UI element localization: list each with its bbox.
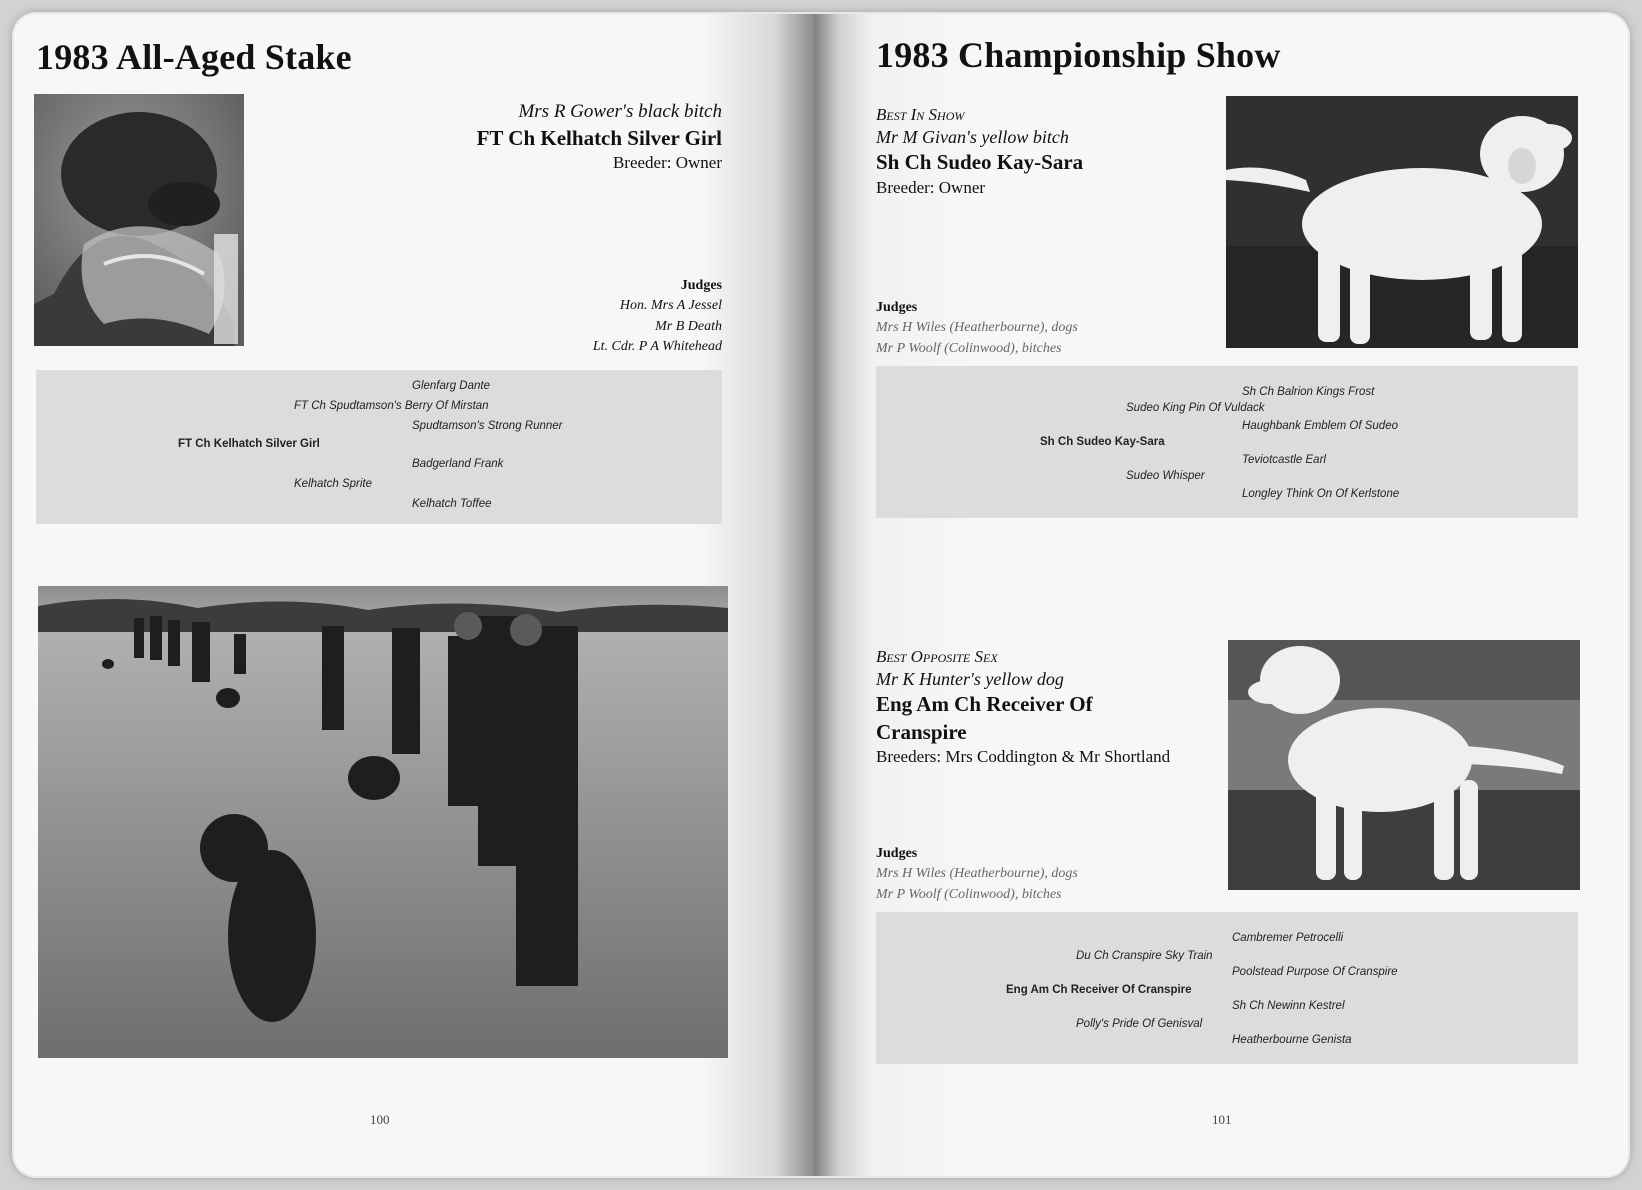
bos-pedigree-dam-sire: Sh Ch Newinn Kestrel [1232, 1000, 1345, 1012]
bis-pedigree-sire-dam: Haughbank Emblem Of Sudeo [1242, 420, 1398, 432]
bis-judges-label: Judges [876, 300, 918, 315]
left-page-title: 1983 All-Aged Stake [36, 37, 352, 77]
best-in-show-pedigree [876, 366, 1578, 518]
yellow-bitch-photo [1226, 96, 1578, 348]
bos-judges [876, 844, 1078, 905]
bis-pedigree-dog: Sh Ch Sudeo Kay-Sara [1040, 436, 1165, 448]
bos-judge-1: Mrs H Wiles (Heatherbourne), dogs [876, 866, 1078, 882]
left-judge-3: Lt. Cdr. P A Whitehead [592, 338, 722, 354]
left-judges-label: Judges [680, 278, 722, 293]
best-in-show-award: Best In Show [876, 105, 965, 124]
bis-pedigree-sire: Sudeo King Pin Of Vuldack [1126, 402, 1265, 414]
left-breeder: Breeder: Owner [612, 152, 722, 172]
left-judge-1: Hon. Mrs A Jessel [619, 298, 722, 314]
pedigree-dog: FT Ch Kelhatch Silver Girl [178, 438, 320, 450]
right-page-number: 101 [1212, 1112, 1232, 1127]
bis-pedigree-dam-dam: Longley Think On Of Kerlstone [1242, 488, 1400, 500]
pedigree-sire-dam: Spudtamson's Strong Runner [412, 420, 563, 432]
bos-owner: Mr K Hunter's yellow dog [876, 669, 1064, 690]
best-opposite-sex-award: Best Opposite Sex [876, 647, 998, 666]
bos-judges-label: Judges [876, 846, 918, 861]
pedigree-dam: Kelhatch Sprite [294, 478, 372, 490]
book-spread [14, 14, 1628, 1176]
bos-dog-name-line2: Cranspire [876, 719, 967, 744]
bis-judge-1: Mrs H Wiles (Heatherbourne), dogs [876, 320, 1078, 336]
left-page-number: 100 [370, 1112, 390, 1127]
best-in-show-judges [876, 298, 1078, 359]
bos-pedigree-dam: Polly's Pride Of Genisval [1076, 1018, 1203, 1030]
bos-pedigree-dog: Eng Am Ch Receiver Of Cranspire [1006, 984, 1192, 996]
left-pedigree-box [36, 370, 722, 524]
left-dog-name: FT Ch Kelhatch Silver Girl [476, 125, 722, 150]
right-page [814, 14, 1628, 1176]
yellow-dog-photo [1228, 640, 1580, 890]
best-in-show-dog-name: Sh Ch Sudeo Kay-Sara [876, 150, 1084, 175]
retriever-with-duck-photo [34, 94, 244, 346]
bos-breeder: Breeders: Mrs Coddington & Mr Shortland [876, 747, 1171, 767]
bos-judge-2: Mr P Woolf (Colinwood), bitches [876, 886, 1062, 902]
pedigree-dam-sire: Badgerland Frank [412, 458, 504, 470]
left-owner-line: Mrs R Gower's black bitch [518, 101, 722, 122]
pedigree-dam-dam: Kelhatch Toffee [412, 498, 492, 510]
bis-pedigree-dam: Sudeo Whisper [1126, 470, 1205, 482]
bos-pedigree-sire-sire: Cambremer Petrocelli [1232, 932, 1344, 944]
best-in-show-breeder: Breeder: Owner [876, 177, 986, 197]
bos-dog-name-line1: Eng Am Ch Receiver Of [876, 692, 1093, 717]
right-page-title: 1983 Championship Show [876, 35, 1281, 75]
best-in-show-owner: Mr M Givan's yellow bitch [876, 127, 1069, 148]
left-judge-2: Mr B Death [655, 318, 722, 334]
pedigree-sire-sire: Glenfarg Dante [412, 380, 490, 392]
pedigree-sire: FT Ch Spudtamson's Berry Of Mirstan [294, 400, 489, 412]
bis-pedigree-dam-sire: Teviotcastle Earl [1242, 454, 1326, 466]
bos-pedigree-sire: Du Ch Cranspire Sky Train [1076, 950, 1213, 962]
left-judges [593, 276, 722, 357]
left-page [14, 14, 814, 1176]
bis-pedigree-sire-sire: Sh Ch Balrion Kings Frost [1242, 386, 1375, 398]
bos-pedigree [876, 912, 1578, 1064]
bos-pedigree-dam-dam: Heatherbourne Genista [1232, 1034, 1352, 1046]
bis-judge-2: Mr P Woolf (Colinwood), bitches [876, 340, 1062, 356]
bos-pedigree-sire-dam: Poolstead Purpose Of Cranspire [1232, 966, 1398, 978]
field-trial-photo [38, 586, 728, 1058]
